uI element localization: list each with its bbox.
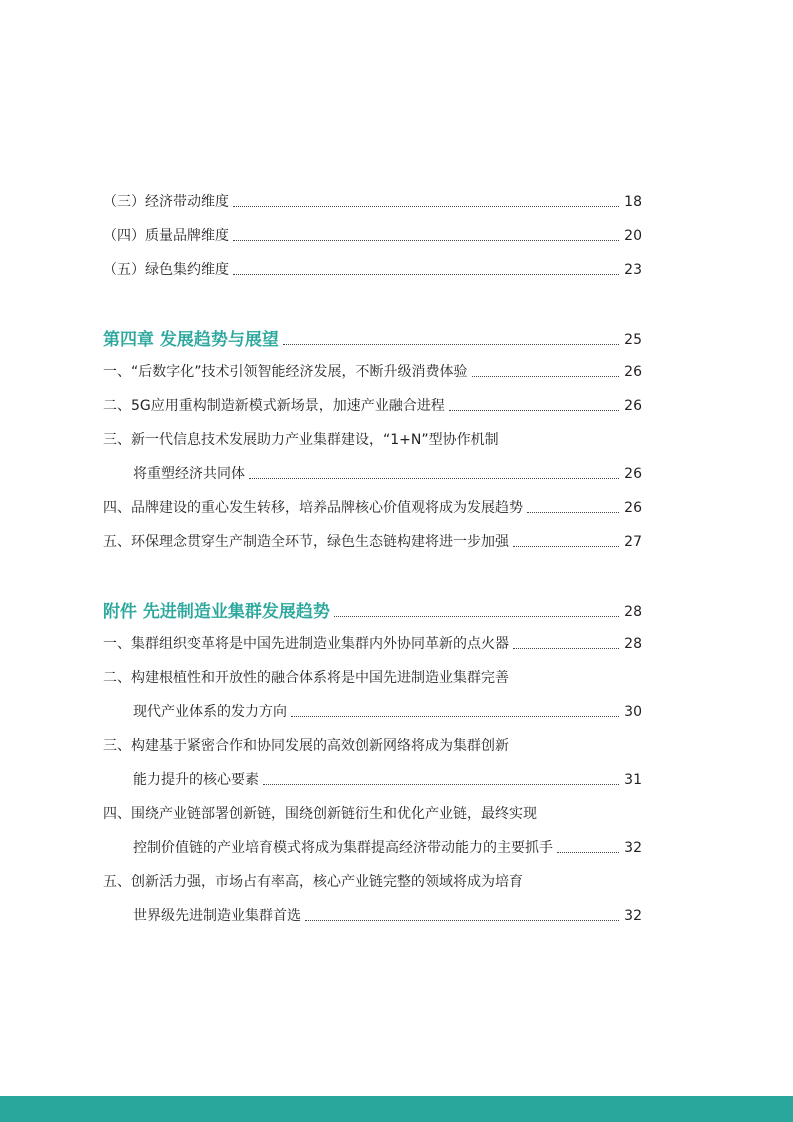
- toc-page-number: 32: [624, 908, 642, 924]
- toc-page-number: 26: [624, 364, 642, 380]
- toc-entry-first-line[interactable]: [103, 732, 642, 756]
- dot-leader: [291, 716, 619, 717]
- dot-leader: [557, 852, 619, 853]
- dot-leader: [449, 410, 619, 411]
- toc-appendix-heading[interactable]: [103, 598, 642, 622]
- toc-page-number: 26: [624, 398, 642, 414]
- toc-entry-title: 一、集群组织变革将是中国先进制造业集群内外协同革新的点火器: [103, 636, 509, 652]
- toc-entry-title: 五、环保理念贯穿生产制造全环节，绿色生态链构建将进一步加强: [103, 534, 509, 550]
- toc-page-number: 28: [624, 604, 642, 620]
- toc-entry-continuation[interactable]: [133, 460, 642, 484]
- dot-leader: [334, 616, 619, 617]
- toc-entry-title: 三、构建基于紧密合作和协同发展的高效创新网络将成为集群创新: [103, 738, 509, 754]
- toc-entry-title-cont: 现代产业体系的发力方向: [133, 704, 287, 720]
- toc-entry-continuation[interactable]: [133, 902, 642, 926]
- dot-leader: [305, 920, 619, 921]
- toc-page-number: 25: [624, 332, 642, 348]
- toc-entry-continuation[interactable]: [133, 698, 642, 722]
- dot-leader: [263, 784, 619, 785]
- toc-entry-title: 二、构建根植性和开放性的融合体系将是中国先进制造业集群完善: [103, 670, 509, 686]
- dot-leader: [527, 512, 619, 513]
- toc-entry[interactable]: [103, 222, 642, 246]
- toc-entry[interactable]: [103, 256, 642, 280]
- toc-page-number: 18: [624, 194, 642, 210]
- footer-accent-band: [0, 1096, 793, 1122]
- toc-chapter-heading[interactable]: [103, 326, 642, 350]
- toc-entry[interactable]: [103, 188, 642, 212]
- appendix-title: 附件 先进制造业集群发展趋势: [103, 602, 330, 622]
- toc-entry-title: （五）绿色集约维度: [103, 262, 229, 278]
- toc-entry-title: 五、创新活力强，市场占有率高，核心产业链完整的领域将成为培育: [103, 874, 523, 890]
- dot-leader: [249, 478, 619, 479]
- toc-page-number: 28: [624, 636, 642, 652]
- toc-entry-title-cont: 世界级先进制造业集群首选: [133, 908, 301, 924]
- toc-entry[interactable]: [103, 630, 642, 654]
- dot-leader: [472, 376, 620, 377]
- toc-page-number: 30: [624, 704, 642, 720]
- toc-entry-title: （四）质量品牌维度: [103, 228, 229, 244]
- toc-entry-title: 一、“后数字化”技术引领智能经济发展，不断升级消费体验: [103, 364, 468, 380]
- toc-entry[interactable]: [103, 528, 642, 552]
- dot-leader: [513, 546, 619, 547]
- toc-page-number: 27: [624, 534, 642, 550]
- toc-entry[interactable]: [103, 392, 642, 416]
- toc-page-number: 26: [624, 500, 642, 516]
- dot-leader: [513, 648, 619, 649]
- toc-entry-first-line[interactable]: [103, 800, 642, 824]
- toc-entry-title: 四、品牌建设的重心发生转移，培养品牌核心价值观将成为发展趋势: [103, 500, 523, 516]
- toc-entry[interactable]: [103, 358, 642, 382]
- toc-page-number: 32: [624, 840, 642, 856]
- toc-entry[interactable]: [103, 494, 642, 518]
- dot-leader: [233, 240, 619, 241]
- toc-entry-continuation[interactable]: [133, 834, 642, 858]
- toc-entry-title: 四、围绕产业链部署创新链，围绕创新链衍生和优化产业链，最终实现: [103, 806, 537, 822]
- toc-entry-title-cont: 控制价值链的产业培育模式将成为集群提高经济带动能力的主要抓手: [133, 840, 553, 856]
- toc-page-number: 23: [624, 262, 642, 278]
- toc-page-number: 31: [624, 772, 642, 788]
- toc-entry-first-line[interactable]: [103, 664, 642, 688]
- toc-entry-first-line[interactable]: [103, 426, 642, 450]
- toc-entry-title: （三）经济带动维度: [103, 194, 229, 210]
- toc-entry-title: 二、5G应用重构制造新模式新场景，加速产业融合进程: [103, 398, 445, 414]
- toc-entry-title: 三、新一代信息技术发展助力产业集群建设，“1+N”型协作机制: [103, 432, 499, 448]
- toc-page-number: 26: [624, 466, 642, 482]
- toc-entry-title-cont: 能力提升的核心要素: [133, 772, 259, 788]
- dot-leader: [233, 206, 619, 207]
- toc-entry-title-cont: 将重塑经济共同体: [133, 466, 245, 482]
- toc-page-number: 20: [624, 228, 642, 244]
- toc-entry-continuation[interactable]: [133, 766, 642, 790]
- dot-leader: [233, 274, 619, 275]
- dot-leader: [283, 344, 619, 345]
- toc-entry-first-line[interactable]: [103, 868, 642, 892]
- chapter-title: 第四章 发展趋势与展望: [103, 330, 279, 350]
